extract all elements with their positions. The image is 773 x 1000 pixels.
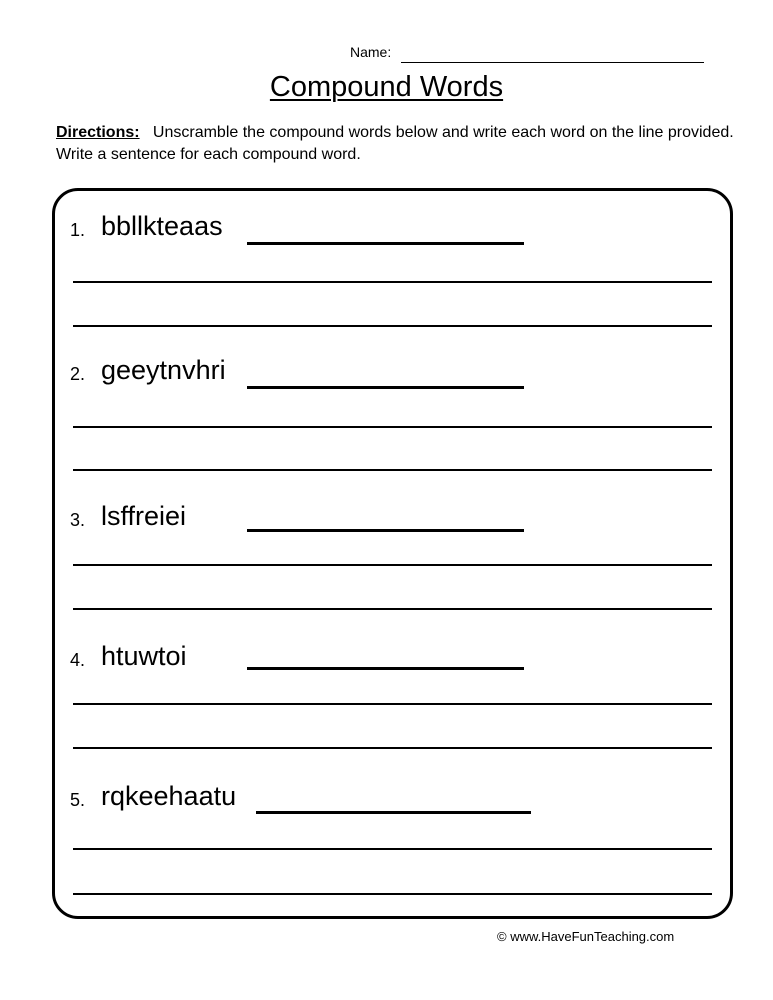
answer-line[interactable] [247,529,524,532]
sentence-line[interactable] [73,608,712,610]
sentence-line[interactable] [73,848,712,850]
sentence-line[interactable] [73,893,712,895]
item-number: 1. [70,220,86,240]
scrambled-word: rqkeehaatu [101,781,237,811]
sentence-line[interactable] [73,325,712,327]
scrambled-word: lsffreiei [101,501,187,531]
scrambled-word: htuwtoi [101,641,187,671]
name-label: Name: [350,44,392,60]
directions-label: Directions: [56,124,140,141]
sentence-line[interactable] [73,703,712,705]
answer-line[interactable] [256,811,531,814]
name-field-line[interactable] [401,62,704,63]
scrambled-word: bbllkteaas [101,211,223,241]
item-number: 2. [70,364,86,384]
sentence-line[interactable] [73,426,712,428]
answer-line[interactable] [247,242,524,245]
answer-line[interactable] [247,386,524,389]
directions [56,122,736,166]
item-number: 4. [70,650,86,670]
sentence-line[interactable] [73,469,712,471]
sentence-line[interactable] [73,564,712,566]
scrambled-word: geeytnvhri [101,355,226,385]
copyright-text: © www.HaveFunTeaching.com [497,929,675,944]
sentence-line[interactable] [73,747,712,749]
item-number: 3. [70,510,86,530]
sentence-line[interactable] [73,281,712,283]
item-number: 5. [70,790,86,810]
answer-line[interactable] [247,667,524,670]
directions-text: Unscramble the compound words below and write each word on the line provided. Write a sentence for each compound word. [56,124,734,163]
page-title: Compound Words [269,71,504,103]
